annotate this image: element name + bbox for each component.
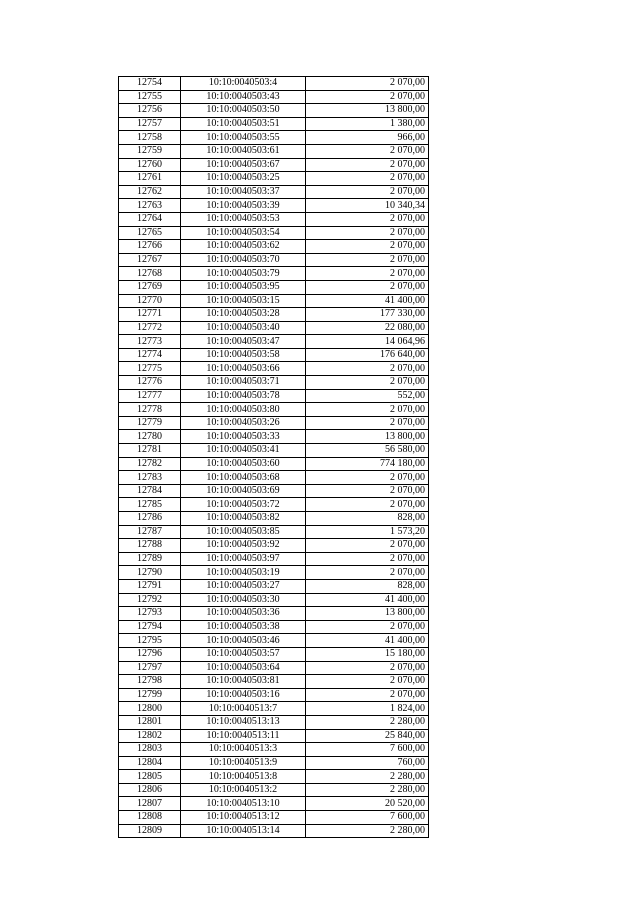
cadastral-number-cell: 10:10:0040503:26 — [181, 416, 306, 430]
cadastral-number-cell: 10:10:0040503:28 — [181, 308, 306, 322]
value-cell: 2 070,00 — [306, 240, 429, 254]
cadastral-number-cell: 10:10:0040513:10 — [181, 797, 306, 811]
row-number-cell: 12760 — [119, 158, 181, 172]
table-row — [119, 403, 429, 417]
table-row — [119, 743, 429, 757]
cadastral-number-cell: 10:10:0040513:7 — [181, 702, 306, 716]
row-number-cell: 12800 — [119, 702, 181, 716]
value-cell: 774 180,00 — [306, 457, 429, 471]
table-body — [119, 77, 429, 838]
cadastral-number-cell: 10:10:0040503:69 — [181, 484, 306, 498]
cadastral-number-cell: 10:10:0040503:41 — [181, 444, 306, 458]
row-number-cell: 12757 — [119, 117, 181, 131]
cadastral-number-cell: 10:10:0040503:70 — [181, 253, 306, 267]
row-number-cell: 12808 — [119, 811, 181, 825]
row-number-cell: 12769 — [119, 280, 181, 294]
table-row — [119, 308, 429, 322]
table-row — [119, 715, 429, 729]
cadastral-number-cell: 10:10:0040503:62 — [181, 240, 306, 254]
cadastral-number-cell: 10:10:0040513:13 — [181, 715, 306, 729]
row-number-cell: 12766 — [119, 240, 181, 254]
table-row — [119, 498, 429, 512]
value-cell: 2 070,00 — [306, 77, 429, 91]
table-row — [119, 376, 429, 390]
table-row — [119, 552, 429, 566]
cadastral-number-cell: 10:10:0040503:39 — [181, 199, 306, 213]
row-number-cell: 12805 — [119, 770, 181, 784]
row-number-cell: 12762 — [119, 185, 181, 199]
cadastral-number-cell: 10:10:0040513:12 — [181, 811, 306, 825]
row-number-cell: 12779 — [119, 416, 181, 430]
cadastral-number-cell: 10:10:0040503:72 — [181, 498, 306, 512]
table-row — [119, 104, 429, 118]
value-cell: 2 070,00 — [306, 280, 429, 294]
cadastral-number-cell: 10:10:0040503:30 — [181, 593, 306, 607]
row-number-cell: 12763 — [119, 199, 181, 213]
cadastral-number-cell: 10:10:0040503:64 — [181, 661, 306, 675]
row-number-cell: 12754 — [119, 77, 181, 91]
value-cell: 25 840,00 — [306, 729, 429, 743]
cadastral-number-cell: 10:10:0040503:97 — [181, 552, 306, 566]
row-number-cell: 12786 — [119, 512, 181, 526]
row-number-cell: 12773 — [119, 335, 181, 349]
cadastral-number-cell: 10:10:0040503:58 — [181, 348, 306, 362]
row-number-cell: 12783 — [119, 471, 181, 485]
value-cell: 2 070,00 — [306, 688, 429, 702]
table-row — [119, 824, 429, 838]
value-cell: 2 070,00 — [306, 158, 429, 172]
value-cell: 15 180,00 — [306, 647, 429, 661]
row-number-cell: 12771 — [119, 308, 181, 322]
cadastral-number-cell: 10:10:0040513:11 — [181, 729, 306, 743]
value-cell: 2 070,00 — [306, 226, 429, 240]
row-number-cell: 12761 — [119, 172, 181, 186]
value-cell: 1 380,00 — [306, 117, 429, 131]
table-row — [119, 811, 429, 825]
row-number-cell: 12806 — [119, 783, 181, 797]
value-cell: 966,00 — [306, 131, 429, 145]
table-row — [119, 647, 429, 661]
table-row — [119, 471, 429, 485]
cadastral-number-cell: 10:10:0040503:16 — [181, 688, 306, 702]
row-number-cell: 12784 — [119, 484, 181, 498]
row-number-cell: 12755 — [119, 90, 181, 104]
table-row — [119, 212, 429, 226]
value-cell: 2 070,00 — [306, 90, 429, 104]
cadastral-number-cell: 10:10:0040503:27 — [181, 579, 306, 593]
row-number-cell: 12770 — [119, 294, 181, 308]
cadastral-number-cell: 10:10:0040503:47 — [181, 335, 306, 349]
row-number-cell: 12788 — [119, 539, 181, 553]
cadastral-number-cell: 10:10:0040503:95 — [181, 280, 306, 294]
parcel-value-table — [118, 76, 429, 838]
row-number-cell: 12809 — [119, 824, 181, 838]
table-row — [119, 172, 429, 186]
row-number-cell: 12799 — [119, 688, 181, 702]
value-cell: 2 070,00 — [306, 185, 429, 199]
cadastral-number-cell: 10:10:0040503:53 — [181, 212, 306, 226]
table-row — [119, 267, 429, 281]
value-cell: 2 070,00 — [306, 376, 429, 390]
row-number-cell: 12785 — [119, 498, 181, 512]
cadastral-number-cell: 10:10:0040503:68 — [181, 471, 306, 485]
value-cell: 10 340,34 — [306, 199, 429, 213]
value-cell: 2 070,00 — [306, 552, 429, 566]
cadastral-number-cell: 10:10:0040513:14 — [181, 824, 306, 838]
table-row — [119, 729, 429, 743]
row-number-cell: 12772 — [119, 321, 181, 335]
table-row — [119, 620, 429, 634]
cadastral-number-cell: 10:10:0040503:50 — [181, 104, 306, 118]
row-number-cell: 12801 — [119, 715, 181, 729]
row-number-cell: 12780 — [119, 430, 181, 444]
value-cell: 41 400,00 — [306, 634, 429, 648]
cadastral-number-cell: 10:10:0040513:9 — [181, 756, 306, 770]
cadastral-number-cell: 10:10:0040503:81 — [181, 675, 306, 689]
table-row — [119, 702, 429, 716]
cadastral-number-cell: 10:10:0040503:4 — [181, 77, 306, 91]
table-row — [119, 566, 429, 580]
cadastral-number-cell: 10:10:0040513:3 — [181, 743, 306, 757]
value-cell: 2 070,00 — [306, 416, 429, 430]
row-number-cell: 12768 — [119, 267, 181, 281]
table-row — [119, 280, 429, 294]
value-cell: 2 070,00 — [306, 267, 429, 281]
table-row — [119, 688, 429, 702]
table-row — [119, 661, 429, 675]
table-row — [119, 158, 429, 172]
cadastral-number-cell: 10:10:0040503:51 — [181, 117, 306, 131]
table-row — [119, 335, 429, 349]
value-cell: 760,00 — [306, 756, 429, 770]
cadastral-number-cell: 10:10:0040503:36 — [181, 607, 306, 621]
cadastral-number-cell: 10:10:0040503:61 — [181, 144, 306, 158]
table-row — [119, 430, 429, 444]
row-number-cell: 12807 — [119, 797, 181, 811]
table-row — [119, 389, 429, 403]
table-row — [119, 131, 429, 145]
cadastral-number-cell: 10:10:0040503:82 — [181, 512, 306, 526]
row-number-cell: 12781 — [119, 444, 181, 458]
cadastral-number-cell: 10:10:0040503:40 — [181, 321, 306, 335]
cadastral-number-cell: 10:10:0040503:37 — [181, 185, 306, 199]
cadastral-number-cell: 10:10:0040503:25 — [181, 172, 306, 186]
value-cell: 2 280,00 — [306, 824, 429, 838]
row-number-cell: 12782 — [119, 457, 181, 471]
value-cell: 41 400,00 — [306, 593, 429, 607]
value-cell: 2 070,00 — [306, 172, 429, 186]
cadastral-number-cell: 10:10:0040503:57 — [181, 647, 306, 661]
cadastral-number-cell: 10:10:0040503:54 — [181, 226, 306, 240]
row-number-cell: 12789 — [119, 552, 181, 566]
value-cell: 13 800,00 — [306, 607, 429, 621]
row-number-cell: 12777 — [119, 389, 181, 403]
value-cell: 56 580,00 — [306, 444, 429, 458]
row-number-cell: 12803 — [119, 743, 181, 757]
table-row — [119, 525, 429, 539]
cadastral-number-cell: 10:10:0040503:46 — [181, 634, 306, 648]
table-row — [119, 253, 429, 267]
value-cell: 176 640,00 — [306, 348, 429, 362]
row-number-cell: 12775 — [119, 362, 181, 376]
value-cell: 20 520,00 — [306, 797, 429, 811]
cadastral-number-cell: 10:10:0040503:33 — [181, 430, 306, 444]
value-cell: 13 800,00 — [306, 104, 429, 118]
cadastral-number-cell: 10:10:0040503:19 — [181, 566, 306, 580]
value-cell: 41 400,00 — [306, 294, 429, 308]
row-number-cell: 12792 — [119, 593, 181, 607]
table-row — [119, 348, 429, 362]
table-row — [119, 321, 429, 335]
table-row — [119, 512, 429, 526]
cadastral-number-cell: 10:10:0040503:80 — [181, 403, 306, 417]
row-number-cell: 12756 — [119, 104, 181, 118]
table-row — [119, 199, 429, 213]
row-number-cell: 12758 — [119, 131, 181, 145]
table-row — [119, 77, 429, 91]
cadastral-number-cell: 10:10:0040503:79 — [181, 267, 306, 281]
cadastral-number-cell: 10:10:0040503:71 — [181, 376, 306, 390]
value-cell: 22 080,00 — [306, 321, 429, 335]
table-row — [119, 226, 429, 240]
row-number-cell: 12790 — [119, 566, 181, 580]
value-cell: 14 064,96 — [306, 335, 429, 349]
value-cell: 2 070,00 — [306, 566, 429, 580]
value-cell: 7 600,00 — [306, 743, 429, 757]
table-row — [119, 416, 429, 430]
table-row — [119, 240, 429, 254]
table-row — [119, 444, 429, 458]
cadastral-number-cell: 10:10:0040503:67 — [181, 158, 306, 172]
table-row — [119, 607, 429, 621]
table-row — [119, 144, 429, 158]
value-cell: 2 070,00 — [306, 539, 429, 553]
row-number-cell: 12798 — [119, 675, 181, 689]
table-row — [119, 90, 429, 104]
value-cell: 2 070,00 — [306, 675, 429, 689]
table-row — [119, 756, 429, 770]
row-number-cell: 12765 — [119, 226, 181, 240]
table-row — [119, 294, 429, 308]
table-row — [119, 457, 429, 471]
table-row — [119, 593, 429, 607]
value-cell: 2 070,00 — [306, 484, 429, 498]
value-cell: 2 070,00 — [306, 620, 429, 634]
table-row — [119, 185, 429, 199]
cadastral-number-cell: 10:10:0040503:43 — [181, 90, 306, 104]
row-number-cell: 12787 — [119, 525, 181, 539]
table-row — [119, 362, 429, 376]
cadastral-number-cell: 10:10:0040503:55 — [181, 131, 306, 145]
row-number-cell: 12804 — [119, 756, 181, 770]
value-cell: 2 070,00 — [306, 403, 429, 417]
value-cell: 828,00 — [306, 512, 429, 526]
value-cell: 2 070,00 — [306, 212, 429, 226]
value-cell: 2 070,00 — [306, 471, 429, 485]
row-number-cell: 12802 — [119, 729, 181, 743]
table-row — [119, 634, 429, 648]
value-cell: 552,00 — [306, 389, 429, 403]
table-row — [119, 797, 429, 811]
row-number-cell: 12793 — [119, 607, 181, 621]
cadastral-number-cell: 10:10:0040503:15 — [181, 294, 306, 308]
row-number-cell: 12767 — [119, 253, 181, 267]
value-cell: 2 070,00 — [306, 661, 429, 675]
value-cell: 7 600,00 — [306, 811, 429, 825]
cadastral-number-cell: 10:10:0040503:92 — [181, 539, 306, 553]
table-row — [119, 579, 429, 593]
value-cell: 2 070,00 — [306, 362, 429, 376]
cadastral-number-cell: 10:10:0040503:38 — [181, 620, 306, 634]
value-cell: 2 280,00 — [306, 715, 429, 729]
row-number-cell: 12774 — [119, 348, 181, 362]
row-number-cell: 12797 — [119, 661, 181, 675]
table-row — [119, 484, 429, 498]
table-row — [119, 117, 429, 131]
value-cell: 828,00 — [306, 579, 429, 593]
table-row — [119, 770, 429, 784]
row-number-cell: 12794 — [119, 620, 181, 634]
value-cell: 1 573,20 — [306, 525, 429, 539]
table-row — [119, 539, 429, 553]
cadastral-number-cell: 10:10:0040503:78 — [181, 389, 306, 403]
value-cell: 1 824,00 — [306, 702, 429, 716]
cadastral-number-cell: 10:10:0040513:8 — [181, 770, 306, 784]
table-row — [119, 783, 429, 797]
cadastral-number-cell: 10:10:0040503:85 — [181, 525, 306, 539]
value-cell: 2 070,00 — [306, 498, 429, 512]
row-number-cell: 12795 — [119, 634, 181, 648]
row-number-cell: 12764 — [119, 212, 181, 226]
row-number-cell: 12776 — [119, 376, 181, 390]
row-number-cell: 12796 — [119, 647, 181, 661]
cadastral-number-cell: 10:10:0040503:66 — [181, 362, 306, 376]
row-number-cell: 12778 — [119, 403, 181, 417]
row-number-cell: 12791 — [119, 579, 181, 593]
value-cell: 13 800,00 — [306, 430, 429, 444]
value-cell: 177 330,00 — [306, 308, 429, 322]
value-cell: 2 280,00 — [306, 770, 429, 784]
cadastral-number-cell: 10:10:0040503:60 — [181, 457, 306, 471]
table-row — [119, 675, 429, 689]
value-cell: 2 280,00 — [306, 783, 429, 797]
row-number-cell: 12759 — [119, 144, 181, 158]
value-cell: 2 070,00 — [306, 253, 429, 267]
value-cell: 2 070,00 — [306, 144, 429, 158]
cadastral-number-cell: 10:10:0040513:2 — [181, 783, 306, 797]
